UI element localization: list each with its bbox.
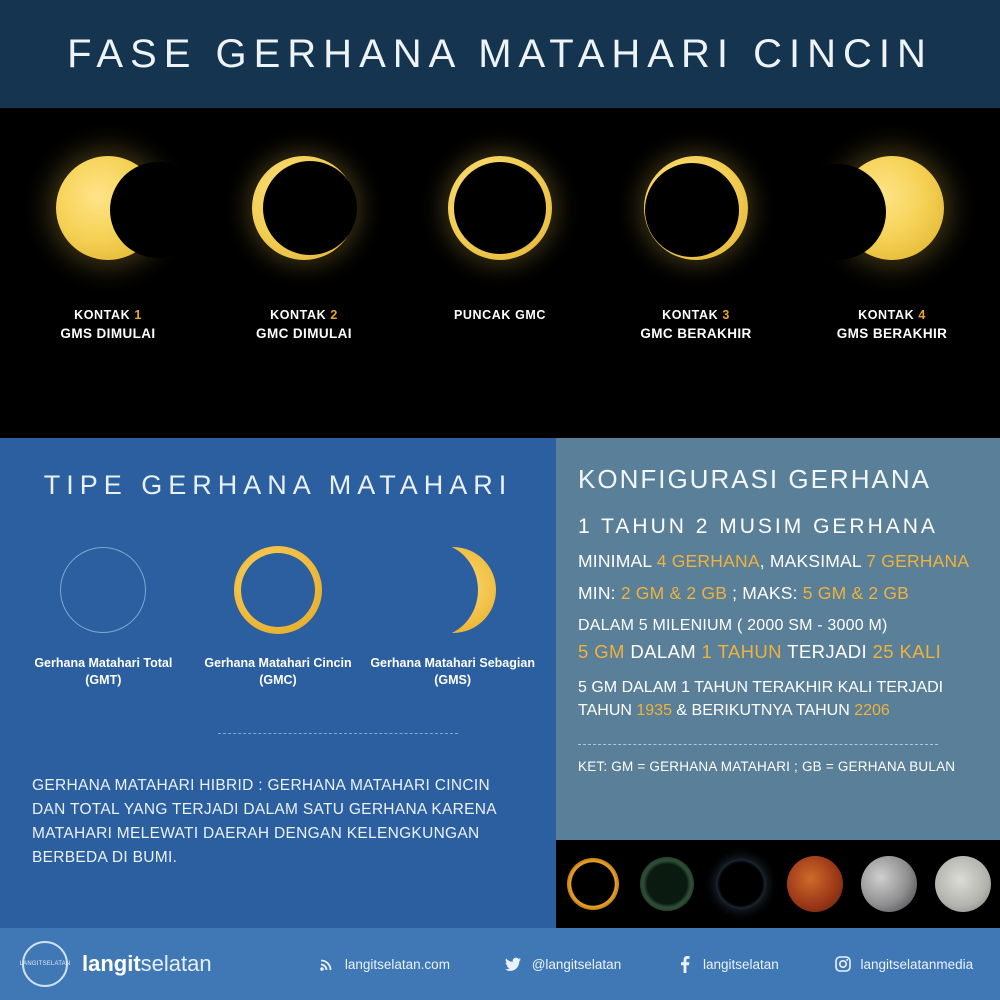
phase-contact-label: KONTAK 3	[662, 308, 730, 322]
social-label: langitselatan.com	[344, 956, 450, 972]
social-link-instagram[interactable]	[833, 954, 974, 974]
footer	[0, 928, 1000, 1000]
phase-art-kontak-2	[209, 108, 399, 308]
total-eclipse-corona-photo	[630, 840, 704, 928]
eclipse-photo-strip	[556, 840, 1000, 928]
page-title: FASE GERHANA MATAHARI CINCIN	[67, 31, 933, 76]
partial-lunar-eclipse-photo	[852, 840, 926, 928]
phase-art-kontak-4	[797, 108, 987, 308]
divider	[578, 744, 938, 745]
full-moon-photo	[926, 840, 1000, 928]
configuration-panel-title: KONFIGURASI GERHANA	[578, 464, 931, 494]
logo-seal-icon: LANGITSELATAN	[22, 941, 68, 987]
moon-disc	[454, 162, 546, 254]
phase-art-kontak-3	[601, 108, 791, 308]
config-line-min-maks: MIN: 2 GM & 2 GB ; MAKS: 5 GM & 2 GB	[578, 583, 910, 603]
blood-moon-photo	[778, 840, 852, 928]
phase-item	[797, 108, 987, 341]
header	[0, 0, 1000, 108]
phase-item	[601, 108, 791, 341]
social-label: langitselatanmedia	[860, 956, 974, 972]
phase-name: GMS DIMULAI	[60, 326, 156, 341]
moon-disc	[263, 161, 357, 255]
phase-item	[405, 108, 595, 326]
types-list	[0, 501, 556, 689]
facebook-icon	[675, 954, 695, 974]
phase-name: GMC BERAKHIR	[640, 326, 752, 341]
twitter-icon	[504, 954, 524, 974]
moon-disc	[110, 162, 206, 258]
config-line-last-occurrence: 5 GM DALAM 1 TAHUN TERAKHIR KALI TERJADI TAHUN 1935 & BERIKUTNYA TAHUN 2206	[578, 679, 944, 720]
config-line-5gm: 5 GM DALAM 1 TAHUN TERJADI 25 KALI	[578, 641, 942, 662]
type-label: Gerhana Matahari Total (GMT)	[34, 656, 173, 687]
type-label: Gerhana Matahari Sebagian (GMS)	[370, 656, 535, 687]
phase-contact-label: KONTAK 1	[74, 308, 142, 322]
phase-art-kontak-1	[13, 108, 203, 308]
phase-art-puncak	[405, 108, 595, 308]
type-item-gms	[368, 535, 538, 689]
moon-disc	[645, 163, 739, 257]
moon-disc	[790, 164, 886, 260]
hybrid-eclipse-text: GERHANA MATAHARI HIBRID : GERHANA MATAHARI CINCIN DAN TOTAL YANG TERJADI DALAM SATU GERHANA KARENA MATAHARI MELEWATI DAERAH DENGAN KELENGKUNGAN BERBEDA DI BUMI.	[32, 776, 497, 866]
brand[interactable]	[0, 941, 290, 987]
social-links	[290, 954, 1000, 974]
total-eclipse-icon	[18, 535, 188, 645]
social-link-twitter[interactable]	[504, 954, 622, 974]
config-line-millennium: DALAM 5 MILENIUM ( 2000 SM - 3000 M)	[578, 617, 888, 634]
type-label: Gerhana Matahari Cincin (GMC)	[204, 656, 352, 687]
eclipse-configuration-panel	[556, 438, 1000, 928]
social-link-facebook[interactable]	[675, 954, 779, 974]
config-line-minmax: MINIMAL 4 GERHANA, MAKSIMAL 7 GERHANA	[578, 551, 970, 571]
eclipse-types-panel	[0, 438, 556, 928]
divider	[218, 733, 458, 734]
legend-note: KET: GM = GERHANA MATAHARI ; GB = GERHANA BULAN	[578, 759, 956, 775]
black-sun-photo	[704, 840, 778, 928]
phase-name: GMS BERAKHIR	[836, 326, 948, 341]
phase-item	[13, 108, 203, 341]
phase-contact-label: PUNCAK GMC	[453, 308, 547, 322]
instagram-icon	[833, 954, 853, 974]
phase-contact-label: KONTAK 4	[858, 308, 926, 322]
social-label: langitselatan	[702, 956, 779, 972]
phase-name: GMC DIMULAI	[256, 326, 352, 341]
brand-name: langitselatan	[82, 951, 212, 976]
config-line-seasons: 1 TAHUN 2 MUSIM GERHANA	[578, 515, 938, 538]
types-panel-title: TIPE GERHANA MATAHARI	[43, 470, 513, 500]
eclipse-phases-section	[0, 108, 1000, 438]
phase-item	[209, 108, 399, 341]
phase-contact-label: KONTAK 2	[270, 308, 338, 322]
social-link-website[interactable]	[317, 954, 450, 974]
annular-eclipse-photo	[556, 840, 630, 928]
type-item-gmt	[18, 535, 188, 689]
social-label: @langitselatan	[531, 956, 622, 972]
annular-eclipse-icon	[193, 535, 363, 645]
partial-eclipse-icon	[368, 535, 538, 645]
rss-icon	[317, 954, 337, 974]
type-item-gmc	[193, 535, 363, 689]
